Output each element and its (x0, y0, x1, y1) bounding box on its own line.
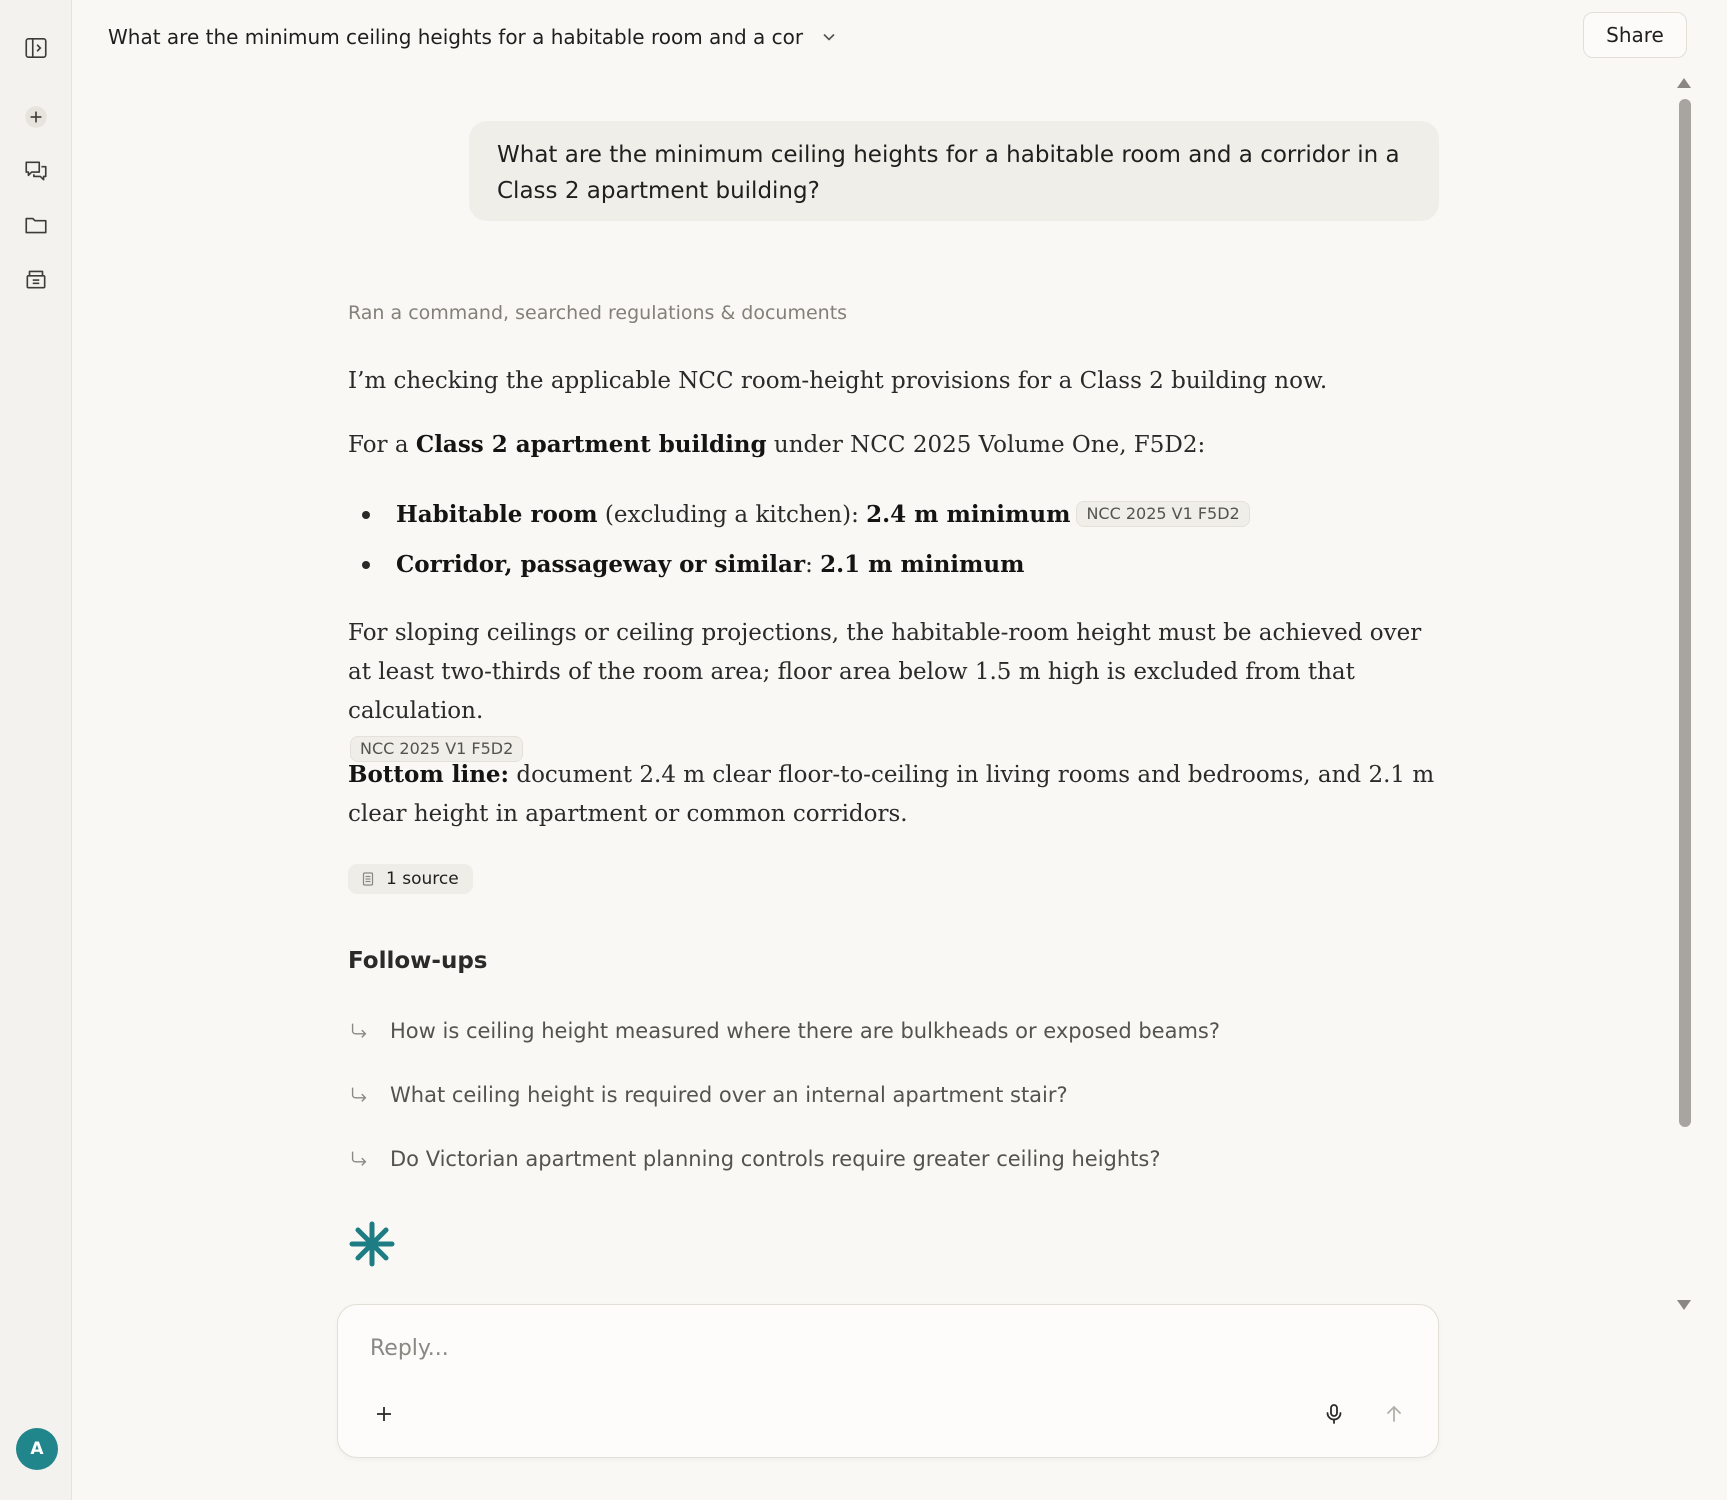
assistant-spark-icon (348, 1220, 396, 1268)
chat-bubbles-icon (23, 158, 49, 184)
sources-button[interactable] (348, 864, 473, 894)
response-paragraph: For a Class 2 apartment building under NCC 2025 Volume One, F5D2: (348, 431, 1206, 458)
conversation-title-menu[interactable] (108, 22, 839, 52)
response-paragraph: Bottom line: document 2.4 m clear floor-to-ceiling in living rooms and bedrooms, and 2.1 m clear height in apartment or common corridors. (348, 761, 1435, 827)
sidebar-toggle-icon (23, 35, 49, 61)
response-paragraph: I’m checking the applicable NCC room-height provisions for a Class 2 building now. (348, 368, 1328, 394)
citation-chip[interactable]: NCC 2025 V1 F5D2 (350, 736, 523, 762)
chats-button[interactable] (16, 151, 56, 191)
plus-icon (372, 1402, 396, 1426)
followup-suggestion[interactable]: How is ceiling height measured where there are bulkheads or exposed beams? (348, 1013, 1220, 1049)
tool-activity-summary[interactable]: Ran a command, searched regulations & documents (348, 302, 848, 324)
artifacts-button[interactable] (16, 259, 56, 299)
folder-icon (23, 212, 49, 238)
add-attachment-button[interactable] (364, 1394, 404, 1434)
plus-circle-icon (23, 104, 49, 130)
return-arrow-icon (348, 1084, 370, 1106)
citation-chip[interactable]: NCC 2025 V1 F5D2 (1076, 501, 1249, 527)
user-message: What are the minimum ceiling heights for a habitable room and a corridor in a Class 2 apartment building? (469, 121, 1439, 221)
return-arrow-icon (348, 1148, 370, 1170)
new-chat-button[interactable] (16, 97, 56, 137)
conversation-title: What are the minimum ceiling heights for a habitable room and a cor (108, 25, 804, 49)
microphone-icon (1322, 1402, 1346, 1426)
user-avatar[interactable]: A (16, 1428, 58, 1470)
response-bullet-list (348, 490, 1438, 590)
document-icon (360, 871, 376, 887)
reply-input[interactable] (368, 1327, 1412, 1369)
reply-composer (337, 1304, 1439, 1458)
projects-button[interactable] (16, 205, 56, 245)
response-paragraph: For sloping ceilings or ceiling projections, the habitable-room height must be achieved over at least two-thirds of the room area; floor area below 1.5 m high is excluded from that calculation. NCC 2025 V1 F5D2 (348, 614, 1438, 770)
voice-input-button[interactable] (1314, 1394, 1354, 1434)
list-item: Corridor, passageway or similar: 2.1 m minimum (348, 540, 1438, 590)
scroll-up-arrow[interactable] (1677, 78, 1691, 88)
share-button[interactable]: Share (1583, 12, 1687, 58)
chevron-down-icon (819, 27, 839, 47)
scroll-down-arrow[interactable] (1677, 1300, 1691, 1310)
sources-label: 1 source (386, 869, 459, 889)
followups-heading: Follow-ups (348, 948, 488, 974)
return-arrow-icon (348, 1020, 370, 1042)
sidebar (0, 0, 72, 1500)
bullet-dot (362, 511, 370, 519)
followup-suggestion[interactable]: What ceiling height is required over an internal apartment stair? (348, 1077, 1068, 1113)
scrollbar-thumb[interactable] (1679, 99, 1691, 1127)
send-button[interactable] (1374, 1394, 1414, 1434)
list-item: Habitable room (excluding a kitchen): 2.4 m minimum NCC 2025 V1 F5D2 (348, 490, 1438, 540)
arrow-up-icon (1382, 1402, 1406, 1426)
archive-box-icon (23, 266, 49, 292)
bullet-dot (362, 561, 370, 569)
followup-suggestion[interactable]: Do Victorian apartment planning controls require greater ceiling heights? (348, 1141, 1161, 1177)
toggle-sidebar-button[interactable] (16, 28, 56, 68)
